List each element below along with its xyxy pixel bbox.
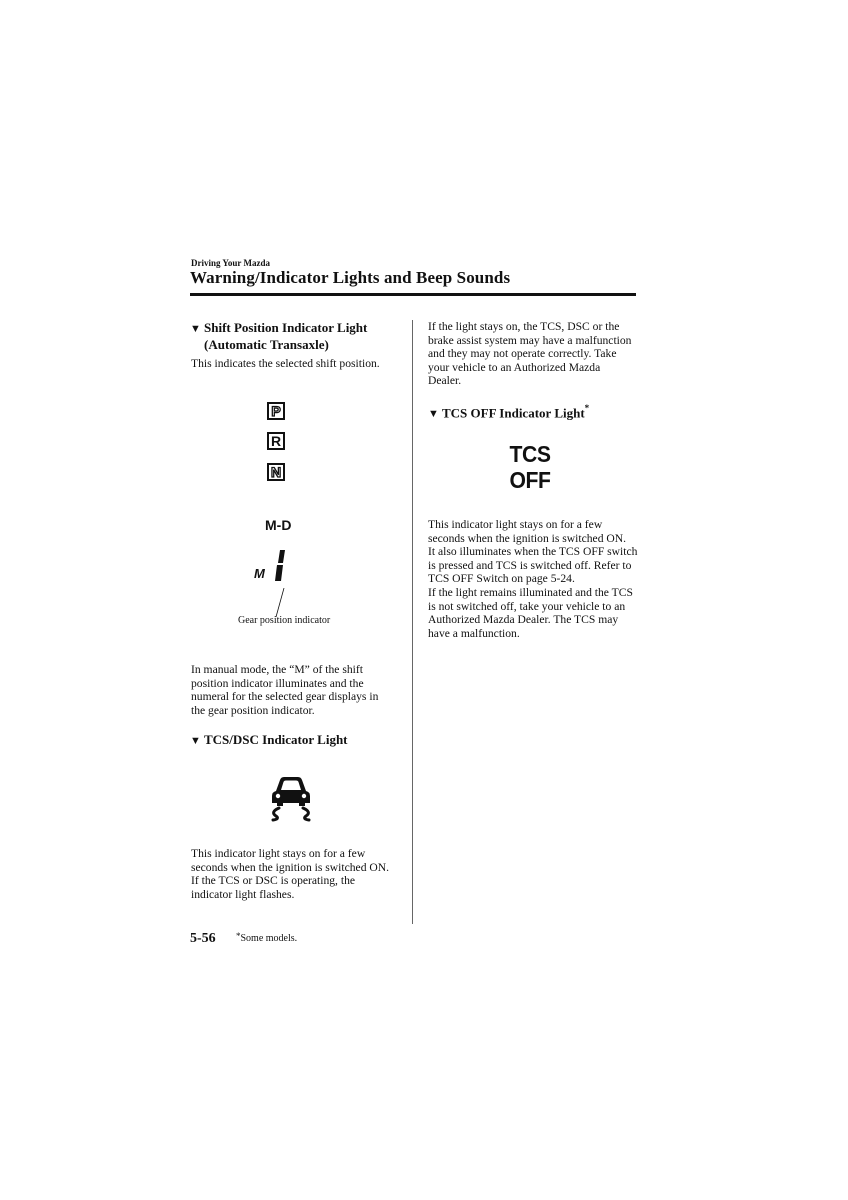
model-asterisk: * bbox=[584, 403, 590, 413]
tcs-dsc-text: This indicator light stays on for a few seconds when the ignition is switched ON. If the TCS or DSC is operating, the indicator light flashes. bbox=[191, 847, 390, 901]
shift-n-icon: N bbox=[267, 463, 285, 481]
gear-digit-icon bbox=[268, 548, 288, 588]
shift-heading-line2: (Automatic Transaxle) bbox=[204, 337, 329, 352]
tcs-off-icon-line1: TCS bbox=[509, 441, 551, 467]
tcs-off-paragraph-2: It also illuminates when the TCS OFF switch is pressed and TCS is switched off. Refer to TCS OFF Switch on page 5-24. bbox=[428, 545, 638, 586]
tcs-off-heading bbox=[428, 402, 638, 422]
triangle-marker-icon: ▼ bbox=[428, 408, 439, 421]
tcs-off-text bbox=[428, 518, 638, 640]
tcs-dsc-heading bbox=[190, 732, 405, 749]
skidding-car-icon bbox=[266, 772, 316, 822]
footnote bbox=[236, 933, 297, 944]
title-rule bbox=[190, 293, 636, 296]
shift-position-heading bbox=[190, 320, 405, 352]
page-number: 5-56 bbox=[190, 931, 216, 946]
tcs-off-icon-line2: OFF bbox=[509, 467, 551, 493]
tcs-off-heading-label: TCS OFF Indicator Light bbox=[442, 405, 585, 421]
manual-mode-text: In manual mode, the “M” of the shift position indicator illuminates and the numeral for the selected gear displays in the gear position indicator. bbox=[191, 663, 379, 717]
section-label: Driving Your Mazda bbox=[191, 258, 271, 268]
md-label: M-D bbox=[265, 517, 292, 533]
shift-intro-text: This indicates the selected shift position. bbox=[191, 357, 380, 370]
m-label: M bbox=[254, 566, 265, 581]
shift-p-icon: P bbox=[267, 402, 285, 420]
gear-position-caption: Gear position indicator bbox=[238, 615, 331, 626]
caption-leader-line bbox=[274, 588, 286, 618]
tcs-off-paragraph-1: This indicator light stays on for a few seconds when the ignition is switched ON. bbox=[428, 518, 627, 545]
shift-heading-line1: Shift Position Indicator Light bbox=[204, 320, 368, 335]
footnote-asterisk: * bbox=[236, 931, 241, 941]
footnote-text: Some models. bbox=[240, 933, 298, 944]
tcs-off-paragraph-3: If the light remains illuminated and the TCS is not switched off, take your vehicle to an Authorized Mazda Dealer. The TCS may have a malfunction. bbox=[428, 585, 633, 640]
tcs-off-icon bbox=[502, 441, 557, 493]
tcs-dsc-heading-label: TCS/DSC Indicator Light bbox=[204, 732, 348, 747]
malfunction-text: If the light stays on, the TCS, DSC or the brake assist system may have a malfunction and they may not operate correctly. Take your vehicle to an Authorized Mazda Dealer. bbox=[428, 320, 632, 388]
page-title: Warning/Indicator Lights and Beep Sounds bbox=[190, 268, 511, 287]
triangle-marker-icon: ▼ bbox=[190, 735, 201, 747]
shift-r-icon: R bbox=[267, 432, 285, 450]
triangle-marker-icon: ▼ bbox=[190, 323, 201, 335]
column-divider bbox=[412, 320, 413, 924]
